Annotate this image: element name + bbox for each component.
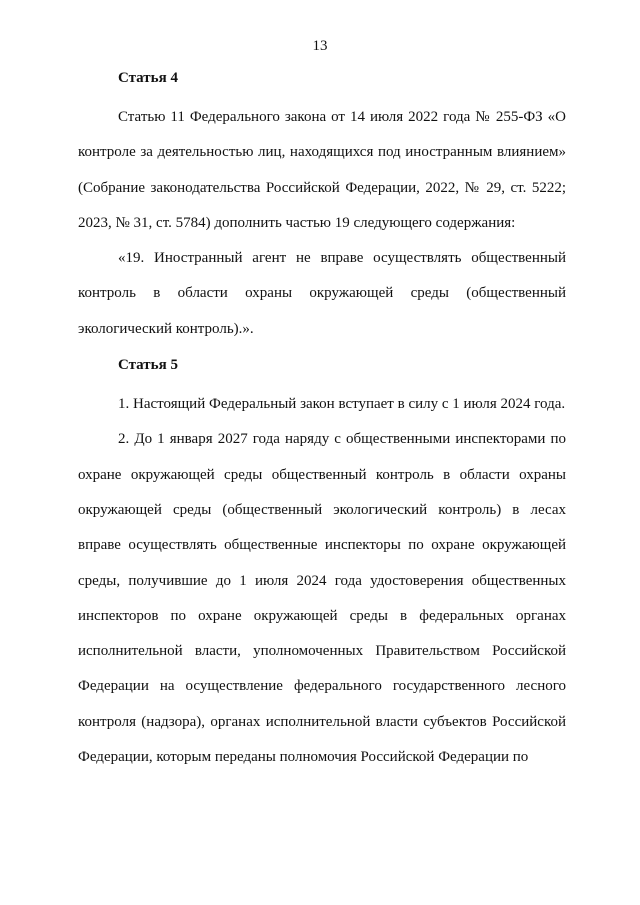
article-5	[78, 353, 566, 775]
article-5-paragraph-1: 1. Настоящий Федеральный закон вступает в силу с 1 июля 2024 года.	[118, 396, 566, 413]
article-4-heading: Статья 4	[118, 70, 178, 86]
article-4-paragraph-1: Статью 11 Федерального закона от 14 июля 2022 года № 255-ФЗ «О контроле за деятельностью лиц, находящихся под иностранным влиянием» (Собрание законодательства Российской Федерации, 2022, № 29, ст. 5222; 2023, № 31, ст. 5784) дополнить частью 19 следующего содержания:	[78, 109, 566, 231]
article-5-paragraph-2: 2. До 1 января 2027 года наряду с общественными инспекторами по охране окружающей среды общественный контроль в области охраны окружающей среды (общественный экологический контроль) в лесах вправе осуществлять общественные инспекторы по охране окружающей среды, получившие до 1 июля 2024 года удостоверения общественных инспекторов по охране окружающей среды в федеральных органах исполнительной власти, уполномоченных Правительством Российской Федерации на осуществление федерального государственного лесного контроля (надзора), органах исполнительной власти субъектов Российской Федерации, которым переданы полномочия Российской Федерации по	[78, 431, 566, 766]
article-4-paragraph-2: «19. Иностранный агент не вправе осуществлять общественный контроль в области охраны окружающей среды (общественный экологический контроль).».	[78, 250, 566, 337]
article-5-heading: Статья 5	[118, 357, 178, 374]
article-4	[78, 66, 566, 347]
document-body	[78, 66, 566, 775]
page-number: 13	[312, 38, 328, 54]
